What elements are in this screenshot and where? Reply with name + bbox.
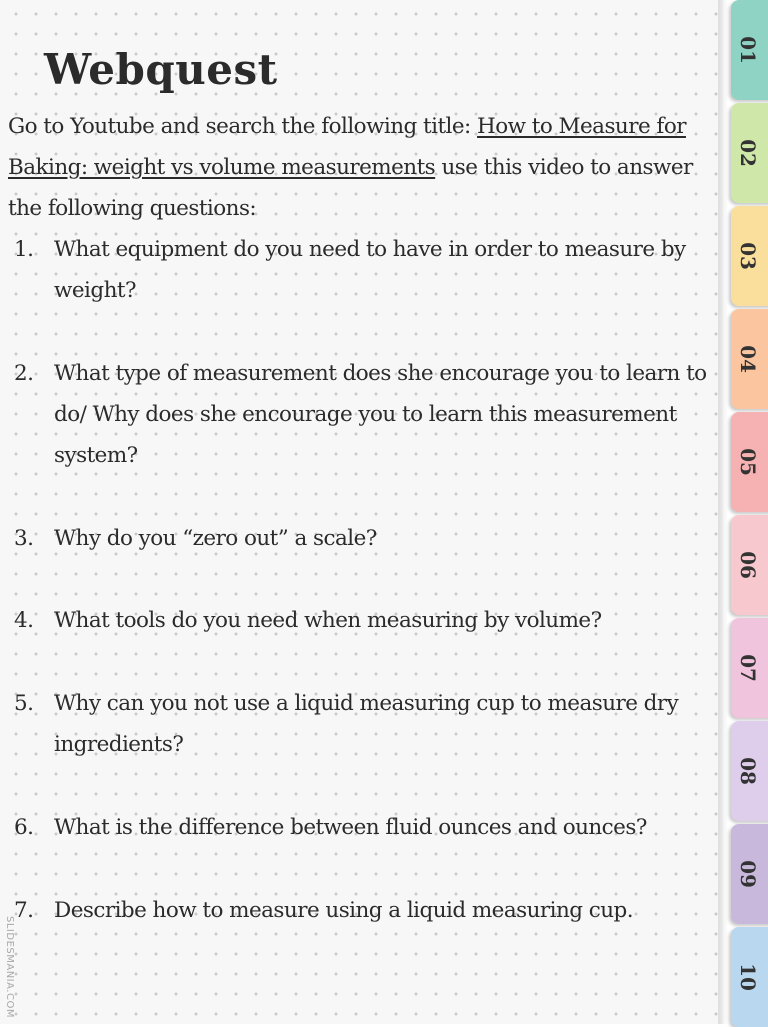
video-title-link[interactable]: How to Measure for Baking: weight vs volume measurements [8, 114, 686, 180]
question-text: Describe how to measure using a liquid measuring cup. [54, 898, 634, 923]
tab-label: 07 [736, 654, 760, 682]
tab-label: 05 [736, 448, 760, 476]
question-text: Why do you “zero out” a scale? [54, 526, 377, 551]
tab-01[interactable] [731, 0, 768, 100]
intro-text-after: use this video to answer the following questions: [8, 155, 693, 221]
intro-paragraph [8, 106, 713, 229]
question-number: 1. [14, 237, 34, 262]
question-7 [14, 890, 714, 931]
tab-label: 01 [736, 36, 760, 64]
tab-label: 08 [736, 757, 760, 785]
question-number: 2. [14, 361, 34, 386]
question-text: Why can you not use a liquid measuring cup to measure dry ingredients? [54, 691, 679, 757]
tab-09[interactable] [731, 824, 768, 924]
tab-08[interactable] [731, 721, 768, 821]
section-tabs [731, 0, 768, 1024]
question-number: 6. [14, 815, 34, 840]
question-6 [14, 807, 714, 848]
question-2 [14, 353, 714, 476]
question-text: What equipment do you need to have in order to measure by weight? [54, 237, 686, 303]
question-3 [14, 518, 714, 559]
question-text: What type of measurement does she encourage you to learn to do/ Why does she encourage you to learn this measurement system? [54, 361, 707, 468]
question-number: 3. [14, 526, 34, 551]
tab-label: 10 [736, 963, 760, 991]
tab-02[interactable] [731, 103, 768, 203]
question-text: What is the difference between fluid ounces and ounces? [54, 815, 647, 840]
watermark-text: SLIDESMANIA.COM [4, 916, 15, 1018]
tab-05[interactable] [731, 412, 768, 512]
tab-label: 06 [736, 551, 760, 579]
question-4 [14, 600, 714, 641]
question-1 [14, 229, 714, 311]
tab-label: 02 [736, 139, 760, 167]
tab-03[interactable] [731, 206, 768, 306]
tab-label: 04 [736, 345, 760, 373]
tab-07[interactable] [731, 618, 768, 718]
question-text: What tools do you need when measuring by volume? [54, 608, 602, 633]
tab-04[interactable] [731, 309, 768, 409]
tab-06[interactable] [731, 515, 768, 615]
page-edge-shadow [718, 0, 728, 1024]
question-number: 7. [14, 898, 34, 923]
tab-10[interactable] [731, 927, 768, 1027]
question-number: 5. [14, 691, 34, 716]
tab-label: 03 [736, 242, 760, 270]
tab-label: 09 [736, 860, 760, 888]
intro-text-before: Go to Youtube and search the following title: [8, 114, 478, 139]
question-number: 4. [14, 608, 34, 633]
question-5 [14, 683, 714, 765]
page-title: Webquest [44, 45, 278, 94]
